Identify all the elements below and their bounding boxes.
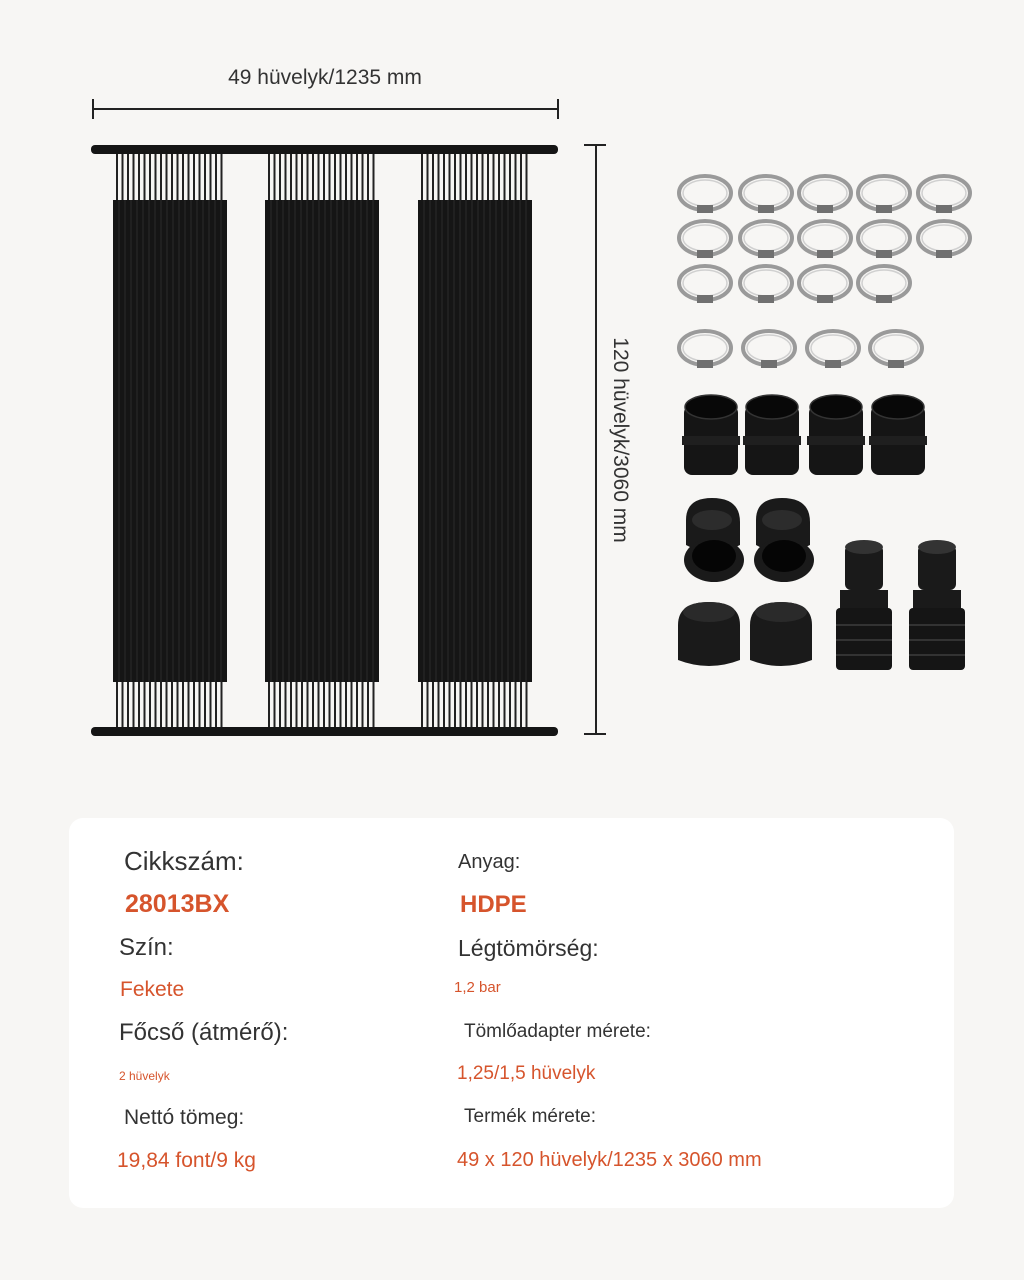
hose-clamp [858,266,910,303]
hose-clamp [807,331,859,368]
hose-clamp [740,266,792,303]
coupler [807,395,865,475]
hose-clamp [799,176,851,213]
end-cap [678,602,740,666]
pressure-label: Légtömörség: [458,935,599,961]
couplers [682,395,927,475]
width-dimension-line [93,99,558,119]
height-dimension-label: 120 hüvelyk/3060 mm [609,337,632,543]
main-pipe-value: 2 hüvelyk [119,1069,170,1083]
weight-value: 19,84 font/9 kg [117,1149,256,1172]
hose-clamp [679,221,731,258]
elbow-connector [754,498,814,582]
material-label: Anyag: [458,851,521,873]
width-dimension-label: 49 hüvelyk/1235 mm [228,66,422,89]
hose-clamp [858,221,910,258]
specs-card [69,818,954,1208]
panel-column [113,154,227,727]
color-value: Fekete [120,978,185,1001]
hose-clamp [679,266,731,303]
size-label: Termék mérete: [464,1106,596,1127]
size-value: 49 x 120 hüvelyk/1235 x 3060 mm [457,1149,762,1171]
hose-adapter [836,540,892,670]
height-dimension-line [584,145,606,734]
hose-clamp [743,331,795,368]
hose-clamp [870,331,922,368]
panel-column [418,154,532,727]
main-pipe-label: Főcső (átmérő): [119,1019,289,1046]
bottom-header-pipe [91,727,558,736]
hose-clamp [918,221,970,258]
end-cap [750,602,812,666]
elbows [684,498,814,582]
adapter-value: 1,25/1,5 hüvelyk [457,1063,596,1084]
solar-panel [91,145,558,736]
hose-clamp [858,176,910,213]
hose-clamps [679,176,970,368]
end-caps [678,602,812,666]
coupler [869,395,927,475]
sku-label: Cikkszám: [124,846,244,876]
hose-clamp [799,221,851,258]
weight-label: Nettó tömeg: [124,1106,245,1129]
top-header-pipe [91,145,558,154]
hose-adapter [909,540,965,670]
hose-clamp [918,176,970,213]
elbow-connector [684,498,744,582]
hose-clamp [679,176,731,213]
adapter-label: Tömlőadapter mérete: [464,1021,651,1042]
coupler [743,395,801,475]
hose-clamp [740,221,792,258]
color-label: Szín: [119,934,174,961]
pressure-value: 1,2 bar [454,979,501,996]
hose-clamp [799,266,851,303]
material-value: HDPE [460,891,527,918]
coupler [682,395,740,475]
panel-column [265,154,379,727]
sku-value: 28013BX [125,890,230,918]
hose-clamp [740,176,792,213]
hose-adapters [836,540,965,670]
hose-clamp [679,331,731,368]
